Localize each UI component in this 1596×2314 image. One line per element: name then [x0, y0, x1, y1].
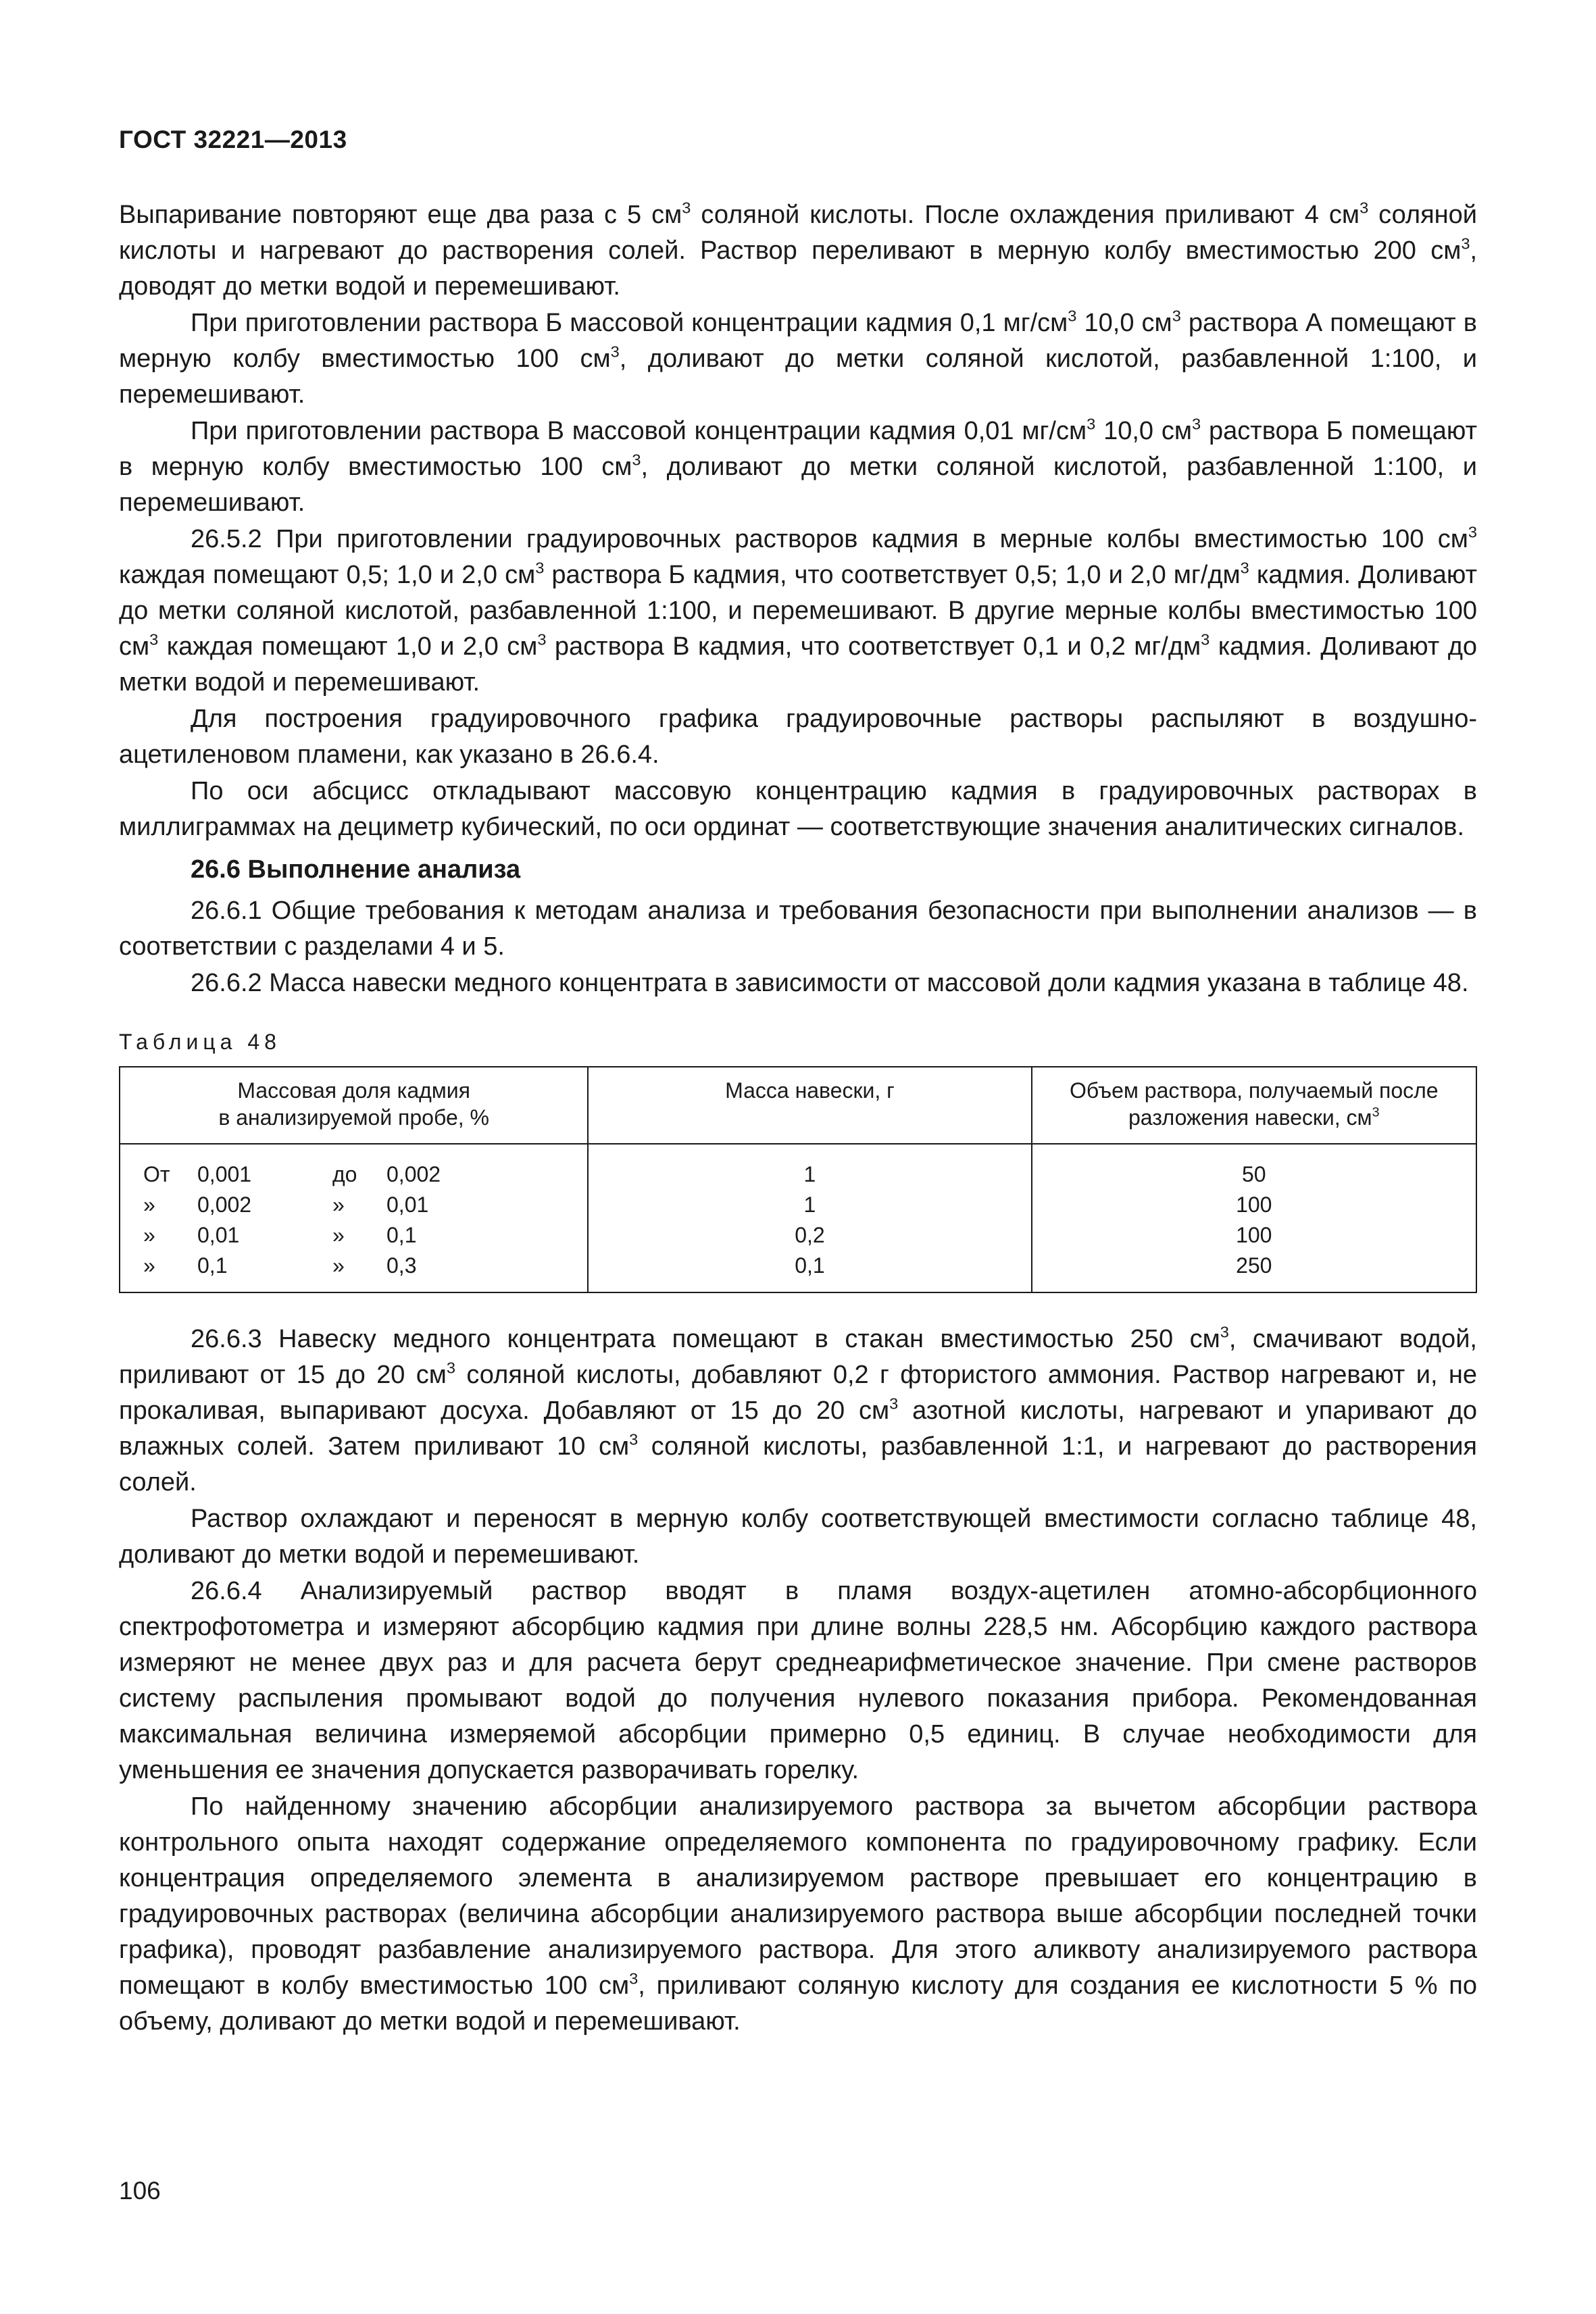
paragraph-cooling: Раствор охлаждают и переносят в мерную колбу соответствующей вместимости согласно таблице 48, доливают до метки водой и перемешивают. — [119, 1505, 1477, 1569]
header-cadmium-fraction — [120, 1067, 588, 1144]
paragraph-26-5-2: 26.5.2 При приготовлении градуировочных растворов кадмия в мерные колбы вместимостью 100 $см^3$ каждая помещают 0,5; 1,0 и 2,0 $см^3$ раствора Б кадмия, что соответствует 0,5; 1,0 и 2,0 $мг/дм^3$ кадмия. Доливают до метки соляной кислотой, разбавленной 1:100, и перемешивают. В другие мерные колбы вместимостью 100 $см^3$ каждая помещают 1,0 и 2,0 $см^3$ раствора В кадмия, что соответствует 0,1 и 0,2 $мг/дм^3$ кадмия. Доливают до метки водой и перемешивают. — [119, 523, 1478, 697]
header-solution-volume — [1032, 1067, 1476, 1144]
range-from: 0,001 — [197, 1162, 252, 1186]
cell-fraction-range — [120, 1220, 588, 1251]
range-separator: » — [332, 1253, 345, 1278]
cell-volume: 100 — [1032, 1220, 1476, 1251]
table-caption: Таблица 48 — [119, 1030, 281, 1054]
table-48 — [119, 1066, 1477, 1293]
header-sample-mass: Масса навески, г — [588, 1067, 1031, 1144]
range-to: 0,3 — [386, 1253, 417, 1278]
range-prefix: » — [143, 1253, 155, 1278]
table-row — [120, 1251, 1476, 1292]
range-separator: до — [332, 1162, 357, 1186]
header-col1-line1: Массовая доля кадмия — [237, 1078, 470, 1103]
paragraph-solution-b: При приготовлении раствора Б массовой концентрации кадмия 0,1 $мг/см^3$ 10,0 $см^3$ раствора А помещают в мерную колбу вместимостью 100 $см^3$, доливают до метки соляной кислотой, разбавленной 1:100, и перемешивают. — [119, 307, 1478, 409]
paragraph-evaporation: Выпаривание повторяют еще два раза с 5 $см^3$ соляной кислоты. После охлаждения приливают 4 $см^3$ соляной кислоты и нагревают до растворения солей. Раствор переливают в мерную колбу вместимостью 200 $см^3$, доводят до метки водой и перемешивают. — [119, 199, 1477, 301]
cell-mass: 1 — [588, 1190, 1031, 1220]
paragraph-26-6-1: 26.6.1 Общие требования к методам анализа и требования безопасности при выполнении анализов — в соответствии с разделами 4 и 5. — [119, 897, 1477, 961]
range-to: 0,1 — [386, 1223, 417, 1247]
header-col1-line2: в анализируемой пробе, % — [218, 1105, 489, 1130]
table-row — [120, 1220, 1476, 1251]
table-row — [120, 1144, 1476, 1190]
cell-fraction-range — [120, 1190, 588, 1220]
cell-volume: 100 — [1032, 1190, 1476, 1220]
header-col3-line2: разложения навески, $см^3$ — [1128, 1105, 1380, 1130]
cell-volume: 250 — [1032, 1251, 1476, 1292]
paragraph-26-6-2: 26.6.2 Масса навески медного концентрата в зависимости от массовой доли кадмия указана в таблице 48. — [191, 969, 1469, 997]
range-prefix: От — [143, 1162, 170, 1186]
cell-mass: 0,1 — [588, 1251, 1031, 1292]
cell-mass: 1 — [588, 1144, 1031, 1190]
paragraph-dilution: По найденному значению абсорбции анализируемого раствора за вычетом абсорбции раствора контрольного опыта находят содержание определяемого компонента по градуировочному графику. Если концентрация определяемого элемента в анализируемом растворе превышает его концентрацию в градуировочных растворах (величина абсорбции анализируемого раствора выше абсорбции последней точки графика), проводят разбавление анализируемого раствора. Для этого аликвоту анализируемого раствора помещают в колбу вместимостью 100 $см^3$, приливают соляную кислоту для создания ее кислотности 5 % по объему, доливают до метки водой и перемешивают. — [119, 1792, 1477, 2036]
range-separator: » — [332, 1192, 345, 1217]
document-id-header: ГОСТ 32221—2013 — [119, 126, 347, 153]
table-header-row — [120, 1067, 1476, 1144]
range-prefix: » — [143, 1223, 155, 1247]
cell-fraction-range — [120, 1251, 588, 1292]
cell-mass: 0,2 — [588, 1220, 1031, 1251]
range-from: 0,002 — [197, 1192, 252, 1217]
paragraph-calibration-graph: Для построения градуировочного графика градуировочные растворы распыляют в воздушно-ацетиленовом пламени, как указано в 26.6.4. — [119, 705, 1477, 769]
range-prefix: » — [143, 1192, 155, 1217]
page-number: 106 — [119, 2177, 161, 2205]
paragraph-axes: По оси абсцисс откладывают массовую концентрацию кадмия в градуировочных растворах в миллиграммах на дециметр кубический, по оси ординат — соответствующие значения аналитических сигналов. — [119, 777, 1477, 841]
document-body — [119, 197, 1477, 2040]
range-from: 0,01 — [197, 1223, 240, 1247]
header-col3-line1: Объем раствора, получаемый после — [1069, 1078, 1439, 1103]
range-to: 0,01 — [386, 1192, 429, 1217]
paragraph-26-6-3: 26.6.3 Навеску медного концентрата помещают в стакан вместимостью 250 $см^3$, смачивают водой, приливают от 15 до 20 $см^3$ соляной кислоты, добавляют 0,2 г фтористого аммония. Раствор нагревают и, не прокаливая, выпаривают досуха. Добавляют от 15 до 20 $см^3$ азотной кислоты, нагревают и упаривают до влажных солей. Затем приливают 10 $см^3$ соляной кислоты, разбавленной 1:1, и нагревают до растворения солей. — [119, 1323, 1478, 1496]
table-row — [120, 1190, 1476, 1220]
range-from: 0,1 — [197, 1253, 228, 1278]
paragraph-26-6-4: 26.6.4 Анализируемый раствор вводят в пламя воздух-ацетилен атомно-абсорбционного спектрофотометра и измеряют абсорбцию кадмия при длине волны 228,5 нм. Абсорбцию каждого раствора измеряют не менее двух раз и для расчета берут среднеарифметическое значение. При смене растворов систему распыления промывают водой до получения нулевого показания прибора. Рекомендованная максимальная величина измеряемой абсорбции примерно 0,5 единиц. В случае необходимости для уменьшения ее значения допускается разворачивать горелку. — [119, 1577, 1477, 1784]
cell-fraction-range — [120, 1144, 588, 1190]
section-heading-26-6: 26.6 Выполнение анализа — [191, 855, 521, 884]
cell-volume: 50 — [1032, 1144, 1476, 1190]
paragraph-solution-v: При приготовлении раствора В массовой концентрации кадмия 0,01 $мг/см^3$ 10,0 $см^3$ раствора Б помещают в мерную колбу вместимостью 100 $см^3$, доливают до метки соляной кислотой, разбавленной 1:100, и перемешивают. — [119, 415, 1477, 517]
range-to: 0,002 — [386, 1162, 441, 1186]
range-separator: » — [332, 1223, 345, 1247]
